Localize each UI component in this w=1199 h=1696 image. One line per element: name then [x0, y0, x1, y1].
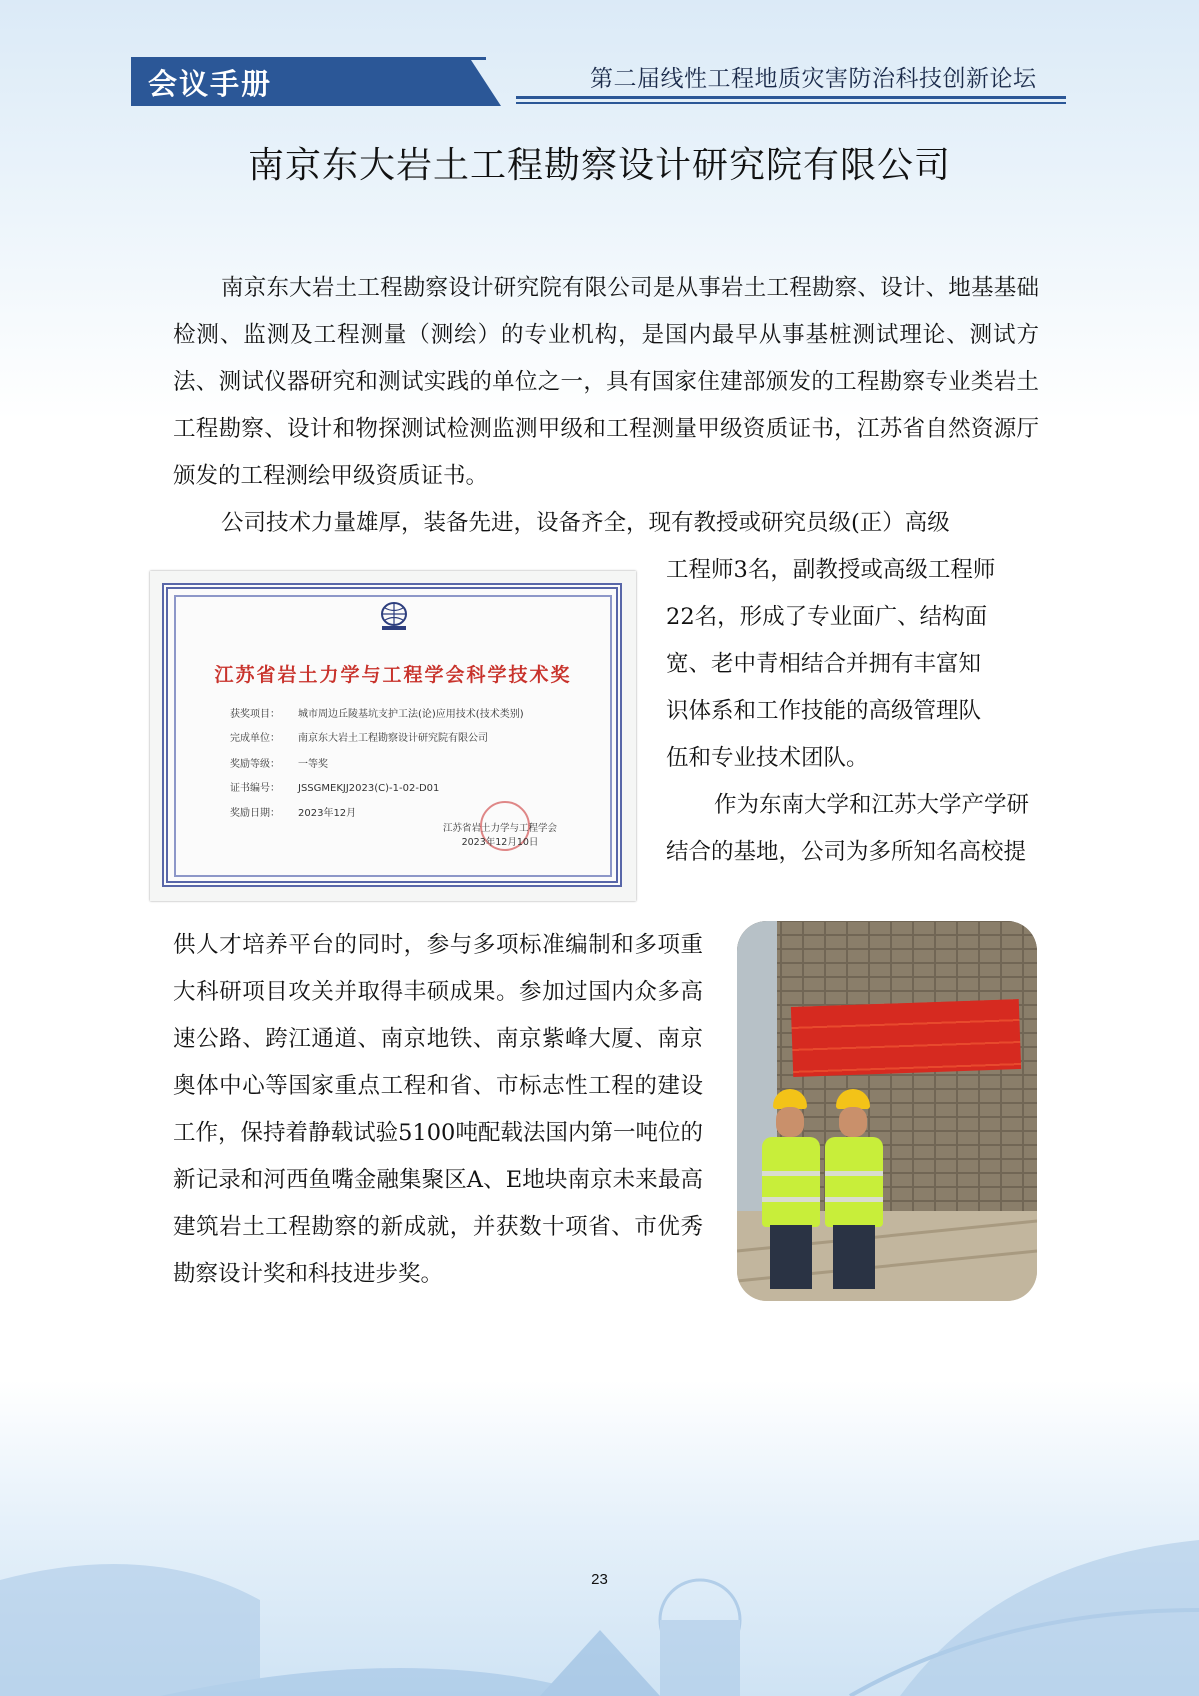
certificate-row: [230, 807, 356, 821]
certificate-title: 江苏省岩土力学与工程学会科学技术奖: [214, 664, 572, 686]
face: [839, 1107, 867, 1137]
header-rule: [131, 57, 486, 60]
hard-hat-icon: [773, 1089, 807, 1109]
hard-hat-icon: [836, 1089, 870, 1109]
staff-paragraph-continued: 工程师3名，副教授或高级工程师22名，形成了专业面广、结构面宽、老中青相结合并拥有丰富知识体系和工作技能的高级管理队伍和专业技术团队。: [666, 557, 996, 771]
red-banner: [791, 999, 1021, 1077]
award-certificate-image: [150, 571, 636, 901]
construction-site-photo: [737, 921, 1037, 1301]
certificate-row-value: 城市周边丘陵基坑支护工法(论)应用技术(技术类别): [298, 709, 524, 720]
vest-stripe: [762, 1171, 820, 1176]
certificate-row-value: 2023年12月: [298, 808, 357, 819]
footer-landscape-illustration: [0, 1520, 1199, 1696]
society-emblem-icon: [376, 601, 412, 631]
cooperation-paragraph-start: 作为东南大学和江苏大学产学研结合的基地，公司为多所知名高校提: [666, 792, 1030, 865]
safety-vest: [825, 1137, 883, 1227]
cooperation-paragraph-continued: 供人才培养平台的同时，参与多项标准编制和多项重大科研项目攻关并取得丰硕成果。参加过国内众多高速公路、跨江通道、南京地铁、南京紫峰大厦、南京奥体中心等国家重点工程和省、市标志性工程的建设工作，保持着静载试验5100吨配载法国内第一吨位的新记录和河西鱼嘴金融集聚区A、E地块南京未来最高建筑岩土工程勘察的新成就，并获数十项省、市优秀勘察设计奖和科技进步奖。: [173, 932, 703, 1287]
certificate-row-key: 完成单位：: [230, 733, 280, 744]
legs: [833, 1225, 875, 1289]
vest-stripe: [825, 1197, 883, 1202]
intro-paragraph: 南京东大岩土工程勘察设计研究院有限公司是从事岩土工程勘察、设计、地基基础检测、监测及工程测量（测绘）的专业机构，是国内最早从事基桩测试理论、测试方法、测试仪器研究和测试实践的单位之一，具有国家住建部颁发的工程勘察专业类岩土工程勘察、设计和物探测试检测监测甲级和工程测量甲级资质证书，江苏省自然资源厅颁发的工程测绘甲级资质证书。: [173, 275, 1039, 489]
certificate-row-key: 奖励等级：: [230, 759, 280, 770]
certificate-row-value: JSSGMEKJJ2023(C)-1-02-D01: [298, 783, 440, 794]
safety-vest: [762, 1137, 820, 1227]
certificate-issuer-name: 江苏省岩土力学与工程学会: [442, 823, 557, 834]
page-number: 23: [591, 1571, 608, 1588]
certificate-issuer: [430, 822, 570, 850]
certificate-row-key: 奖励日期：: [230, 808, 280, 819]
legs: [770, 1225, 812, 1289]
page-header: [0, 0, 1199, 120]
header-rule: [516, 102, 1066, 104]
certificate-row-key: 获奖项目：: [230, 709, 280, 720]
vest-stripe: [825, 1171, 883, 1176]
vest-stripe: [762, 1197, 820, 1202]
certificate-row: [230, 708, 524, 722]
staff-paragraph-first-line: 公司技术力量雄厚，装备先进，设备齐全，现有教授或研究员级(正）高级: [221, 510, 950, 536]
certificate-row-value: 一等奖: [298, 759, 328, 770]
face: [776, 1107, 804, 1137]
engineer-figure: [762, 1089, 820, 1289]
certificate-row: [230, 732, 488, 746]
certificate-row: [230, 758, 328, 772]
header-rule: [516, 96, 1066, 99]
forum-title: 第二届线性工程地质灾害防治科技创新论坛: [590, 66, 1037, 92]
certificate-issue-date: 2023年12月10日: [461, 837, 539, 848]
certificate-row-key: 证书编号：: [230, 783, 280, 794]
page-title: 南京东大岩土工程勘察设计研究院有限公司: [247, 145, 951, 186]
certificate-row-value: 南京东大岩土工程勘察设计研究院有限公司: [298, 733, 488, 744]
certificate-row: [230, 782, 439, 796]
header-tab-label: 会议手册: [148, 67, 273, 101]
engineer-figure: [825, 1089, 883, 1289]
